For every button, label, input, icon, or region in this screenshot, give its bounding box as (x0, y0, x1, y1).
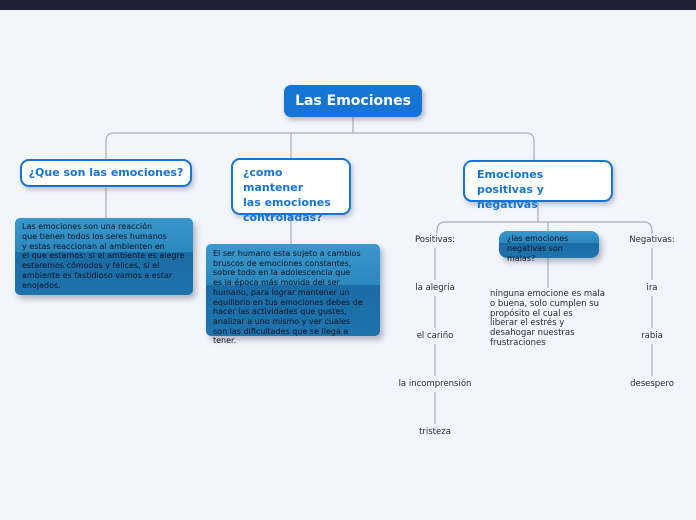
question-node-negative-bad[interactable]: ¿las emociones negativas son malas? (499, 231, 599, 258)
branch-node-what-are-emotions[interactable]: ¿Que son las emociones? (20, 159, 192, 187)
node-rabia[interactable]: rabia (641, 331, 663, 341)
node-la-incomprension[interactable]: la incomprensión (398, 379, 472, 389)
label-positivas[interactable]: Positivas: (414, 235, 456, 245)
note-negative-bad[interactable]: ninguna emocione es mala o buena, solo cumplen su propósito el cual es liberar el estrés y desahogar nuestras frustraciones (490, 289, 605, 348)
node-la-alegria[interactable]: la alegría (415, 283, 455, 293)
label-negativas[interactable]: Negativas: (629, 235, 675, 245)
window-top-bar (0, 0, 696, 10)
node-ira[interactable]: ira (646, 283, 658, 293)
note-what-are-emotions[interactable]: Las emociones son una reacción que tienen todos los seres humanos y estas reaccionan al ambienten en el que estamos: si el ambiente es alegre estaremos cómodos y felices, si el ambiente es fastidioso vamos a estar enojados. (15, 218, 193, 295)
note-keep-controlled[interactable]: El ser humano esta sujeto a cambios bruscos de emociones constantes, sobre todo en la adolescencia que es la época más movida del ser humano, para lograr mantener un equilibrio en tus emociones debes de hacer las actividades que gustes, analizar a uno mismo y ver cuales son las dificultades que se llega a tener. (206, 244, 380, 336)
branch-node-keep-controlled[interactable]: ¿como mantener las emociones controladas? (231, 158, 351, 215)
branch-node-positive-negative[interactable]: Emociones positivas y negativas (463, 160, 613, 202)
root-node-las-emociones[interactable]: Las Emociones (284, 85, 422, 117)
node-el-carino[interactable]: el cariño (416, 331, 454, 341)
node-tristeza[interactable]: tristeza (419, 427, 451, 437)
node-desespero[interactable]: desespero (630, 379, 674, 389)
